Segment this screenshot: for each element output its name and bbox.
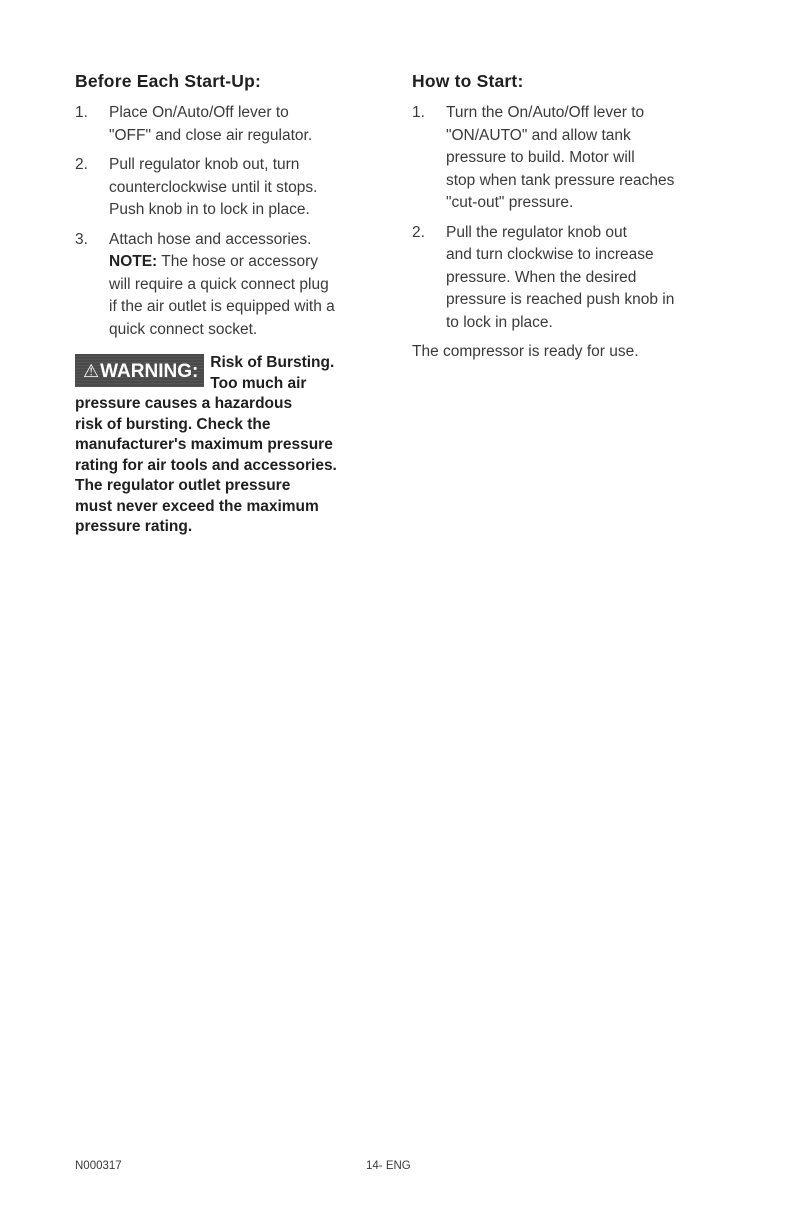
warning-title-line: Risk of Bursting. [210,354,335,371]
warning-line: rating for air tools and accessories. [75,456,337,474]
note-line: The hose or accessory [157,253,319,270]
step-line: pressure. When the desired [446,268,637,286]
before-start-section [75,70,395,538]
step-line: pressure to build. Motor will [446,149,635,166]
list-item [75,154,395,222]
warning-header [75,353,395,394]
warning-title-line: Too much air [210,374,307,392]
step-line: to lock in place. [446,313,553,331]
step-line: Pull regulator knob out, turn [109,156,300,173]
step-number: 2. [412,223,425,241]
warning-line: pressure rating. [75,518,193,535]
step-number: 1. [412,104,425,121]
step-line: Push knob in to lock in place. [109,201,310,218]
section-heading: How to Start: [412,71,524,91]
section-heading: Before Each Start-Up: [75,71,262,91]
step-line: "ON/AUTO" and allow tank [446,126,631,144]
step-line: Turn the On/Auto/Off lever to [446,104,645,121]
how-to-start-section [412,70,742,364]
step-line: Attach hose and accessories. [109,230,312,248]
warning-line: pressure causes a hazardous [75,395,293,412]
warning-text [75,394,395,538]
step-line: "cut-out" pressure. [446,194,574,211]
closing-text: The compressor is ready for use. [412,343,639,360]
step-line: pressure is reached push knob in [446,291,675,308]
note-line: will require a quick connect plug [109,275,329,293]
step-line: stop when tank pressure reaches [446,171,675,189]
note-line: quick connect socket. [109,320,258,338]
step-line: counterclockwise until it stops. [109,178,318,196]
warning-badge [75,354,204,387]
note-line: if the air outlet is equipped with a [109,298,335,315]
warning-block [75,353,395,538]
warning-line: The regulator outlet pressure [75,477,291,494]
list-item [412,222,742,335]
warning-badge-text: WARNING: [100,361,199,382]
list-item [75,102,395,147]
step-number: 2. [75,156,88,173]
step-number: 3. [75,230,88,248]
warning-line: must never exceed the maximum [75,497,319,515]
step-number: 1. [75,104,88,121]
how-to-start-steps [412,102,742,334]
page-number: 14- ENG [366,1160,411,1172]
warning-title [210,353,334,394]
note-label: NOTE: [109,253,158,270]
warning-line: risk of bursting. Check the [75,415,271,433]
step-line: "OFF" and close air regulator. [109,126,313,144]
step-line: and turn clockwise to increase [446,246,654,263]
before-start-steps [75,102,395,341]
alert-triangle-icon: ⚠ [83,361,100,381]
list-item [75,229,395,342]
document-code: N000317 [75,1160,122,1172]
warning-line: manufacturer's maximum pressure [75,436,333,453]
step-line: Pull the regulator knob out [446,223,627,241]
list-item [412,102,742,215]
step-line: Place On/Auto/Off lever to [109,104,289,121]
